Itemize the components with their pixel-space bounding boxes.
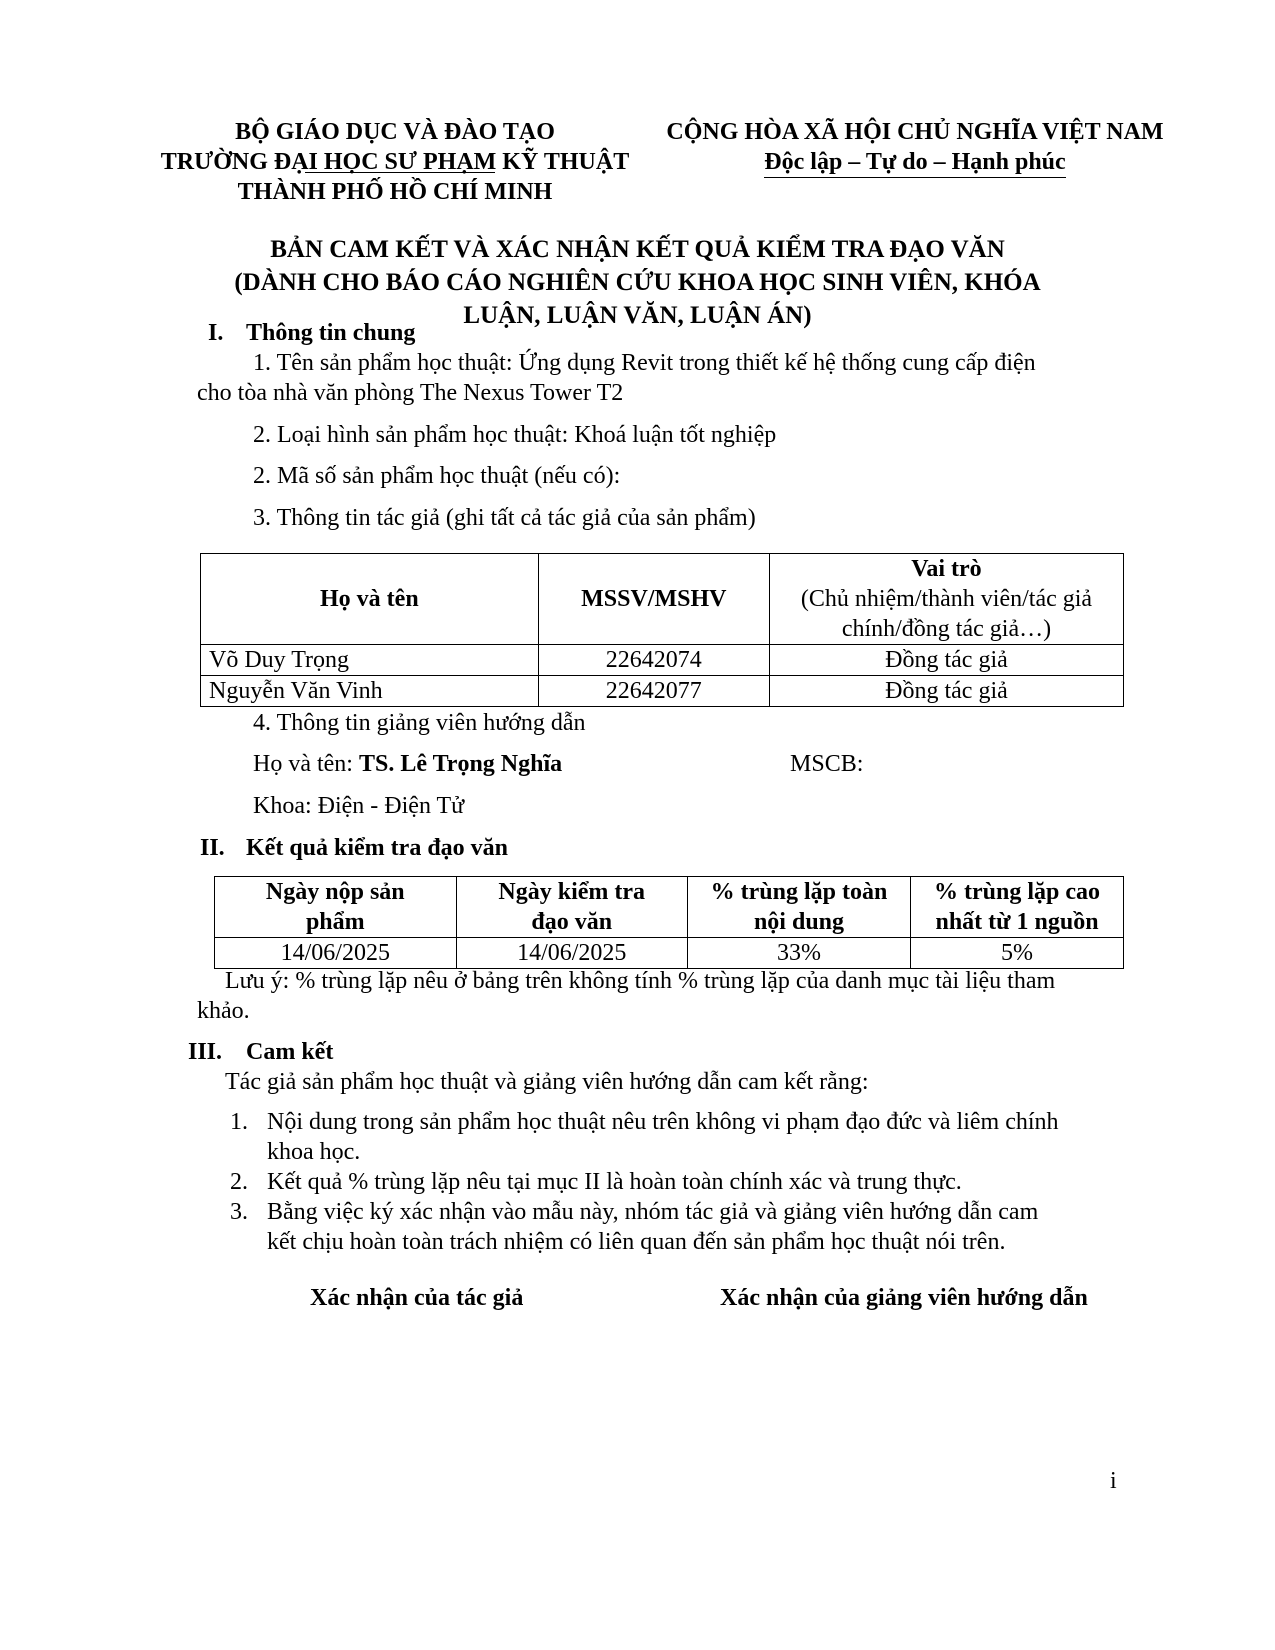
section-2-heading: II. Kết quả kiểm tra đạo văn <box>200 835 509 861</box>
page-number: i <box>1110 1468 1117 1494</box>
col-id-header: MSSV/MSHV <box>538 554 769 645</box>
section-1-heading: I. Thông tin chung <box>208 320 416 346</box>
list-item: 2. Kết quả % trùng lặp nêu tại mục II là hoàn toàn chính xác và trung thực. <box>230 1169 962 1195</box>
advisor-signature-label: Xác nhận của giảng viên hướng dẫn <box>720 1285 1088 1311</box>
list-item: 1. Nội dung trong sản phẩm học thuật nêu trên không vi phạm đạo đức và liêm chính khoa học. <box>230 1109 1059 1165</box>
author-id: 22642077 <box>538 676 769 707</box>
col-submit-date-header: Ngày nộp sản phẩm <box>215 877 457 938</box>
col-check-date-header: Ngày kiểm tra đạo văn <box>456 877 687 938</box>
author-info-label: 3. Thông tin tác giả (ghi tất cả tác giả của sản phẩm) <box>253 505 756 531</box>
author-signature-label: Xác nhận của tác giả <box>310 1285 524 1311</box>
author-role: Đồng tác giả <box>769 645 1123 676</box>
document-title: BẢN CAM KẾT VÀ XÁC NHẬN KẾT QUẢ KIỂM TRA ĐẠO VĂN (DÀNH CHO BÁO CÁO NGHIÊN CỨU KHOA HỌC SINH VIÊN, KHÓA LUẬN, LUẬN VĂN, LUẬN ÁN) <box>234 236 1041 329</box>
ministry-name: BỘ GIÁO DỤC VÀ ĐÀO TẠO <box>235 119 555 145</box>
overall-similarity: 33% <box>687 938 910 969</box>
product-name-line1: 1. Tên sản phẩm học thuật: Ứng dụng Revit trong thiết kế hệ thống cung cấp điện <box>253 350 1036 376</box>
authors-table <box>200 553 1124 707</box>
table-row <box>201 676 1124 707</box>
university-city: THÀNH PHỐ HỒ CHÍ MINH <box>237 179 553 205</box>
nation-header <box>655 117 1175 178</box>
mscb-label: MSCB: <box>790 751 864 777</box>
faculty: Khoa: Điện - Điện Tử <box>253 793 465 819</box>
submit-date: 14/06/2025 <box>215 938 457 969</box>
author-role: Đồng tác giả <box>769 676 1123 707</box>
product-type: 2. Loại hình sản phẩm học thuật: Khoá luận tốt nghiệp <box>253 422 777 448</box>
table-header-row <box>201 554 1124 645</box>
advisor-name-line <box>253 749 562 779</box>
note-line1: Lưu ý: % trùng lặp nêu ở bảng trên không tính % trùng lặp của danh mục tài liệu tham <box>225 968 1056 994</box>
note-line2: khảo. <box>197 998 250 1024</box>
table-row <box>201 645 1124 676</box>
section-3-heading: III. Cam kết <box>188 1039 334 1065</box>
advisor-name-label: Họ và tên: <box>253 751 359 777</box>
col-max-source-header: % trùng lặp cao nhất từ 1 nguồn <box>911 877 1124 938</box>
table-header-row <box>215 877 1124 938</box>
university-name: TRƯỜNG ĐẠI HỌC SƯ PHẠM KỸ THUẬT <box>160 149 630 175</box>
nation-motto: Độc lập – Tự do – Hạnh phúc <box>764 147 1065 178</box>
commitment-intro: Tác giả sản phẩm học thuật và giảng viên hướng dẫn cam kết rằng: <box>225 1069 869 1095</box>
plagiarism-table <box>214 876 1124 969</box>
header-left-underline <box>305 172 495 173</box>
product-name-line2: cho tòa nhà văn phòng The Nexus Tower T2 <box>197 380 624 406</box>
product-code: 2. Mã số sản phẩm học thuật (nếu có): <box>253 463 621 489</box>
advisor-name: TS. Lê Trọng Nghĩa <box>358 751 563 777</box>
commitment-list <box>230 1107 1130 1257</box>
check-date: 14/06/2025 <box>456 938 687 969</box>
max-source-similarity: 5% <box>911 938 1124 969</box>
col-name-header: Họ và tên <box>201 554 539 645</box>
author-name: Võ Duy Trọng <box>201 645 539 676</box>
table-row <box>215 938 1124 969</box>
col-role-header: Vai trò (Chủ nhiệm/thành viên/tác giả chính/đồng tác giả…) <box>769 554 1123 645</box>
author-name: Nguyễn Văn Vinh <box>201 676 539 707</box>
advisor-info-label: 4. Thông tin giảng viên hướng dẫn <box>253 710 586 736</box>
ministry-header <box>160 117 630 207</box>
author-id: 22642074 <box>538 645 769 676</box>
list-item: 3. Bằng việc ký xác nhận vào mẫu này, nhóm tác giả và giảng viên hướng dẫn cam kết chịu hoàn toàn trách nhiệm có liên quan đến sản phẩm học thuật nói trên. <box>230 1199 1039 1255</box>
nation-name: CỘNG HÒA XÃ HỘI CHỦ NGHĨA VIỆT NAM <box>666 119 1164 145</box>
col-overall-header: % trùng lặp toàn nội dung <box>687 877 910 938</box>
